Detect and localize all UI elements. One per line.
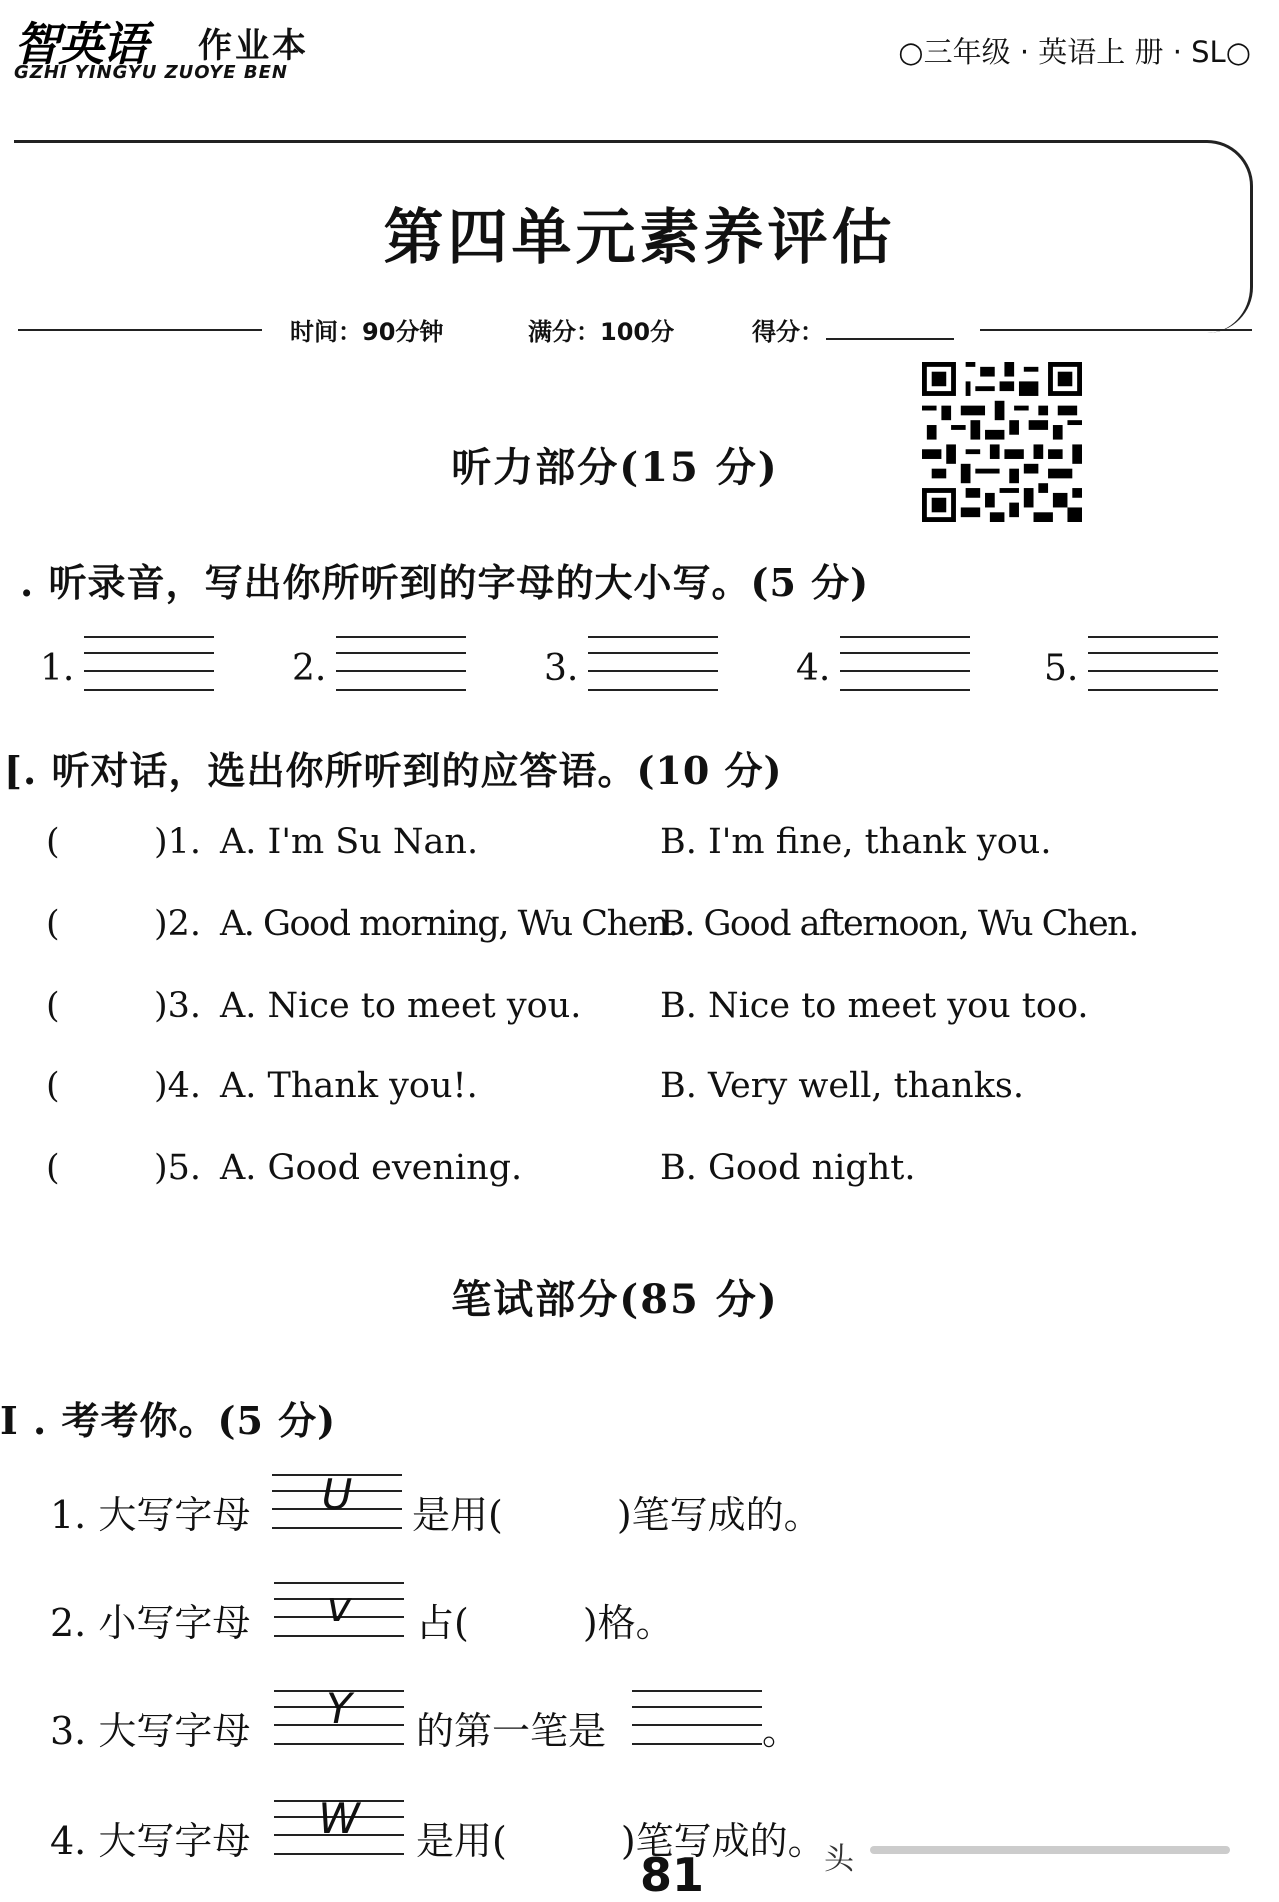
sample-letter: Y bbox=[326, 1684, 352, 1733]
letter-number: 3. bbox=[544, 648, 579, 689]
watermark: 头 bbox=[824, 1842, 854, 1877]
option-b[interactable]: B. Very well, thanks. bbox=[660, 1066, 1024, 1106]
item-number: )1. bbox=[154, 822, 202, 862]
option-a[interactable]: A. Good morning, Wu Chen. bbox=[220, 904, 678, 944]
frame-line-left bbox=[18, 329, 262, 331]
option-b[interactable]: B. Good night. bbox=[660, 1148, 916, 1188]
option-a[interactable]: A. Good evening. bbox=[220, 1148, 523, 1188]
logo-pinyin: GZHI YINGYU ZUOYE BEN bbox=[14, 62, 288, 83]
score-label: 得分： bbox=[752, 318, 824, 346]
writing-lines[interactable] bbox=[84, 636, 214, 692]
item-suffix: 是用( )笔写成的。 bbox=[412, 1493, 822, 1537]
letter-number: 2. bbox=[292, 648, 327, 689]
option-a[interactable]: A. I'm Su Nan. bbox=[220, 822, 479, 862]
item-number: )3. bbox=[154, 986, 202, 1026]
listening-heading: 听力部分(15 分) bbox=[451, 444, 779, 491]
item-prefix: 4. 大写字母 bbox=[50, 1819, 251, 1863]
letter-number: 4. bbox=[796, 648, 831, 689]
answer-paren[interactable]: ( bbox=[46, 1148, 60, 1188]
full-score-label: 满分：100分 bbox=[528, 318, 675, 346]
logo-title: 智英语 bbox=[14, 17, 146, 71]
page-title: 第四单元素养评估 bbox=[383, 203, 896, 273]
logo-subtitle: 作业本 bbox=[198, 26, 309, 66]
item-suffix: 占( )格。 bbox=[416, 1601, 674, 1645]
item-prefix: 3. 大写字母 bbox=[50, 1709, 251, 1753]
listening-q2-prompt: [. 听对话，选出你所听到的应答语。(10 分) bbox=[4, 748, 783, 793]
answer-paren[interactable]: ( bbox=[46, 1066, 60, 1106]
answer-paren[interactable]: ( bbox=[46, 822, 60, 862]
item-suffix: 的第一笔是 bbox=[416, 1709, 607, 1753]
item-number: )2. bbox=[154, 904, 202, 944]
item-number: )4. bbox=[154, 1066, 202, 1106]
score-blank[interactable] bbox=[826, 338, 954, 340]
answer-paren[interactable]: ( bbox=[46, 904, 60, 944]
answer-lines[interactable] bbox=[632, 1690, 762, 1746]
writing-q1-prompt: I . 考考你。(5 分) bbox=[0, 1398, 337, 1443]
time-label: 时间：90分钟 bbox=[290, 318, 444, 346]
option-b[interactable]: B. I'm fine, thank you. bbox=[660, 822, 1052, 862]
item-prefix: 2. 小写字母 bbox=[50, 1601, 251, 1645]
item-number: )5. bbox=[154, 1148, 202, 1188]
listening-q1-prompt: . 听录音，写出你所听到的字母的大小写。(5 分) bbox=[20, 560, 870, 605]
option-a[interactable]: A. Nice to meet you. bbox=[220, 986, 582, 1026]
writing-lines[interactable] bbox=[840, 636, 970, 692]
item-prefix: 1. 大写字母 bbox=[50, 1493, 251, 1537]
sample-letter: v bbox=[326, 1582, 352, 1631]
option-b[interactable]: B. Nice to meet you too. bbox=[660, 986, 1089, 1026]
answer-paren[interactable]: ( bbox=[46, 986, 60, 1026]
end-mark: 。 bbox=[762, 1709, 801, 1753]
frame-line-right bbox=[980, 329, 1252, 331]
option-b[interactable]: B. Good afternoon, Wu Chen. bbox=[660, 904, 1138, 944]
page-number: 81 bbox=[640, 1848, 705, 1902]
grade-label: ○三年级 · 英语上 册 · SL○ bbox=[898, 35, 1251, 69]
writing-lines[interactable] bbox=[1088, 636, 1218, 692]
writing-lines[interactable] bbox=[336, 636, 466, 692]
writing-heading: 笔试部分(85 分) bbox=[451, 1276, 779, 1323]
option-a[interactable]: A. Thank you!. bbox=[220, 1066, 478, 1106]
writing-lines[interactable] bbox=[588, 636, 718, 692]
letter-number: 1. bbox=[40, 648, 75, 689]
sample-letter: U bbox=[321, 1470, 353, 1519]
item-suffix: 是用( )笔写成的。 bbox=[416, 1819, 826, 1863]
sample-letter: W bbox=[318, 1794, 360, 1843]
letter-number: 5. bbox=[1044, 648, 1079, 689]
watermark-bar bbox=[870, 1846, 1230, 1854]
